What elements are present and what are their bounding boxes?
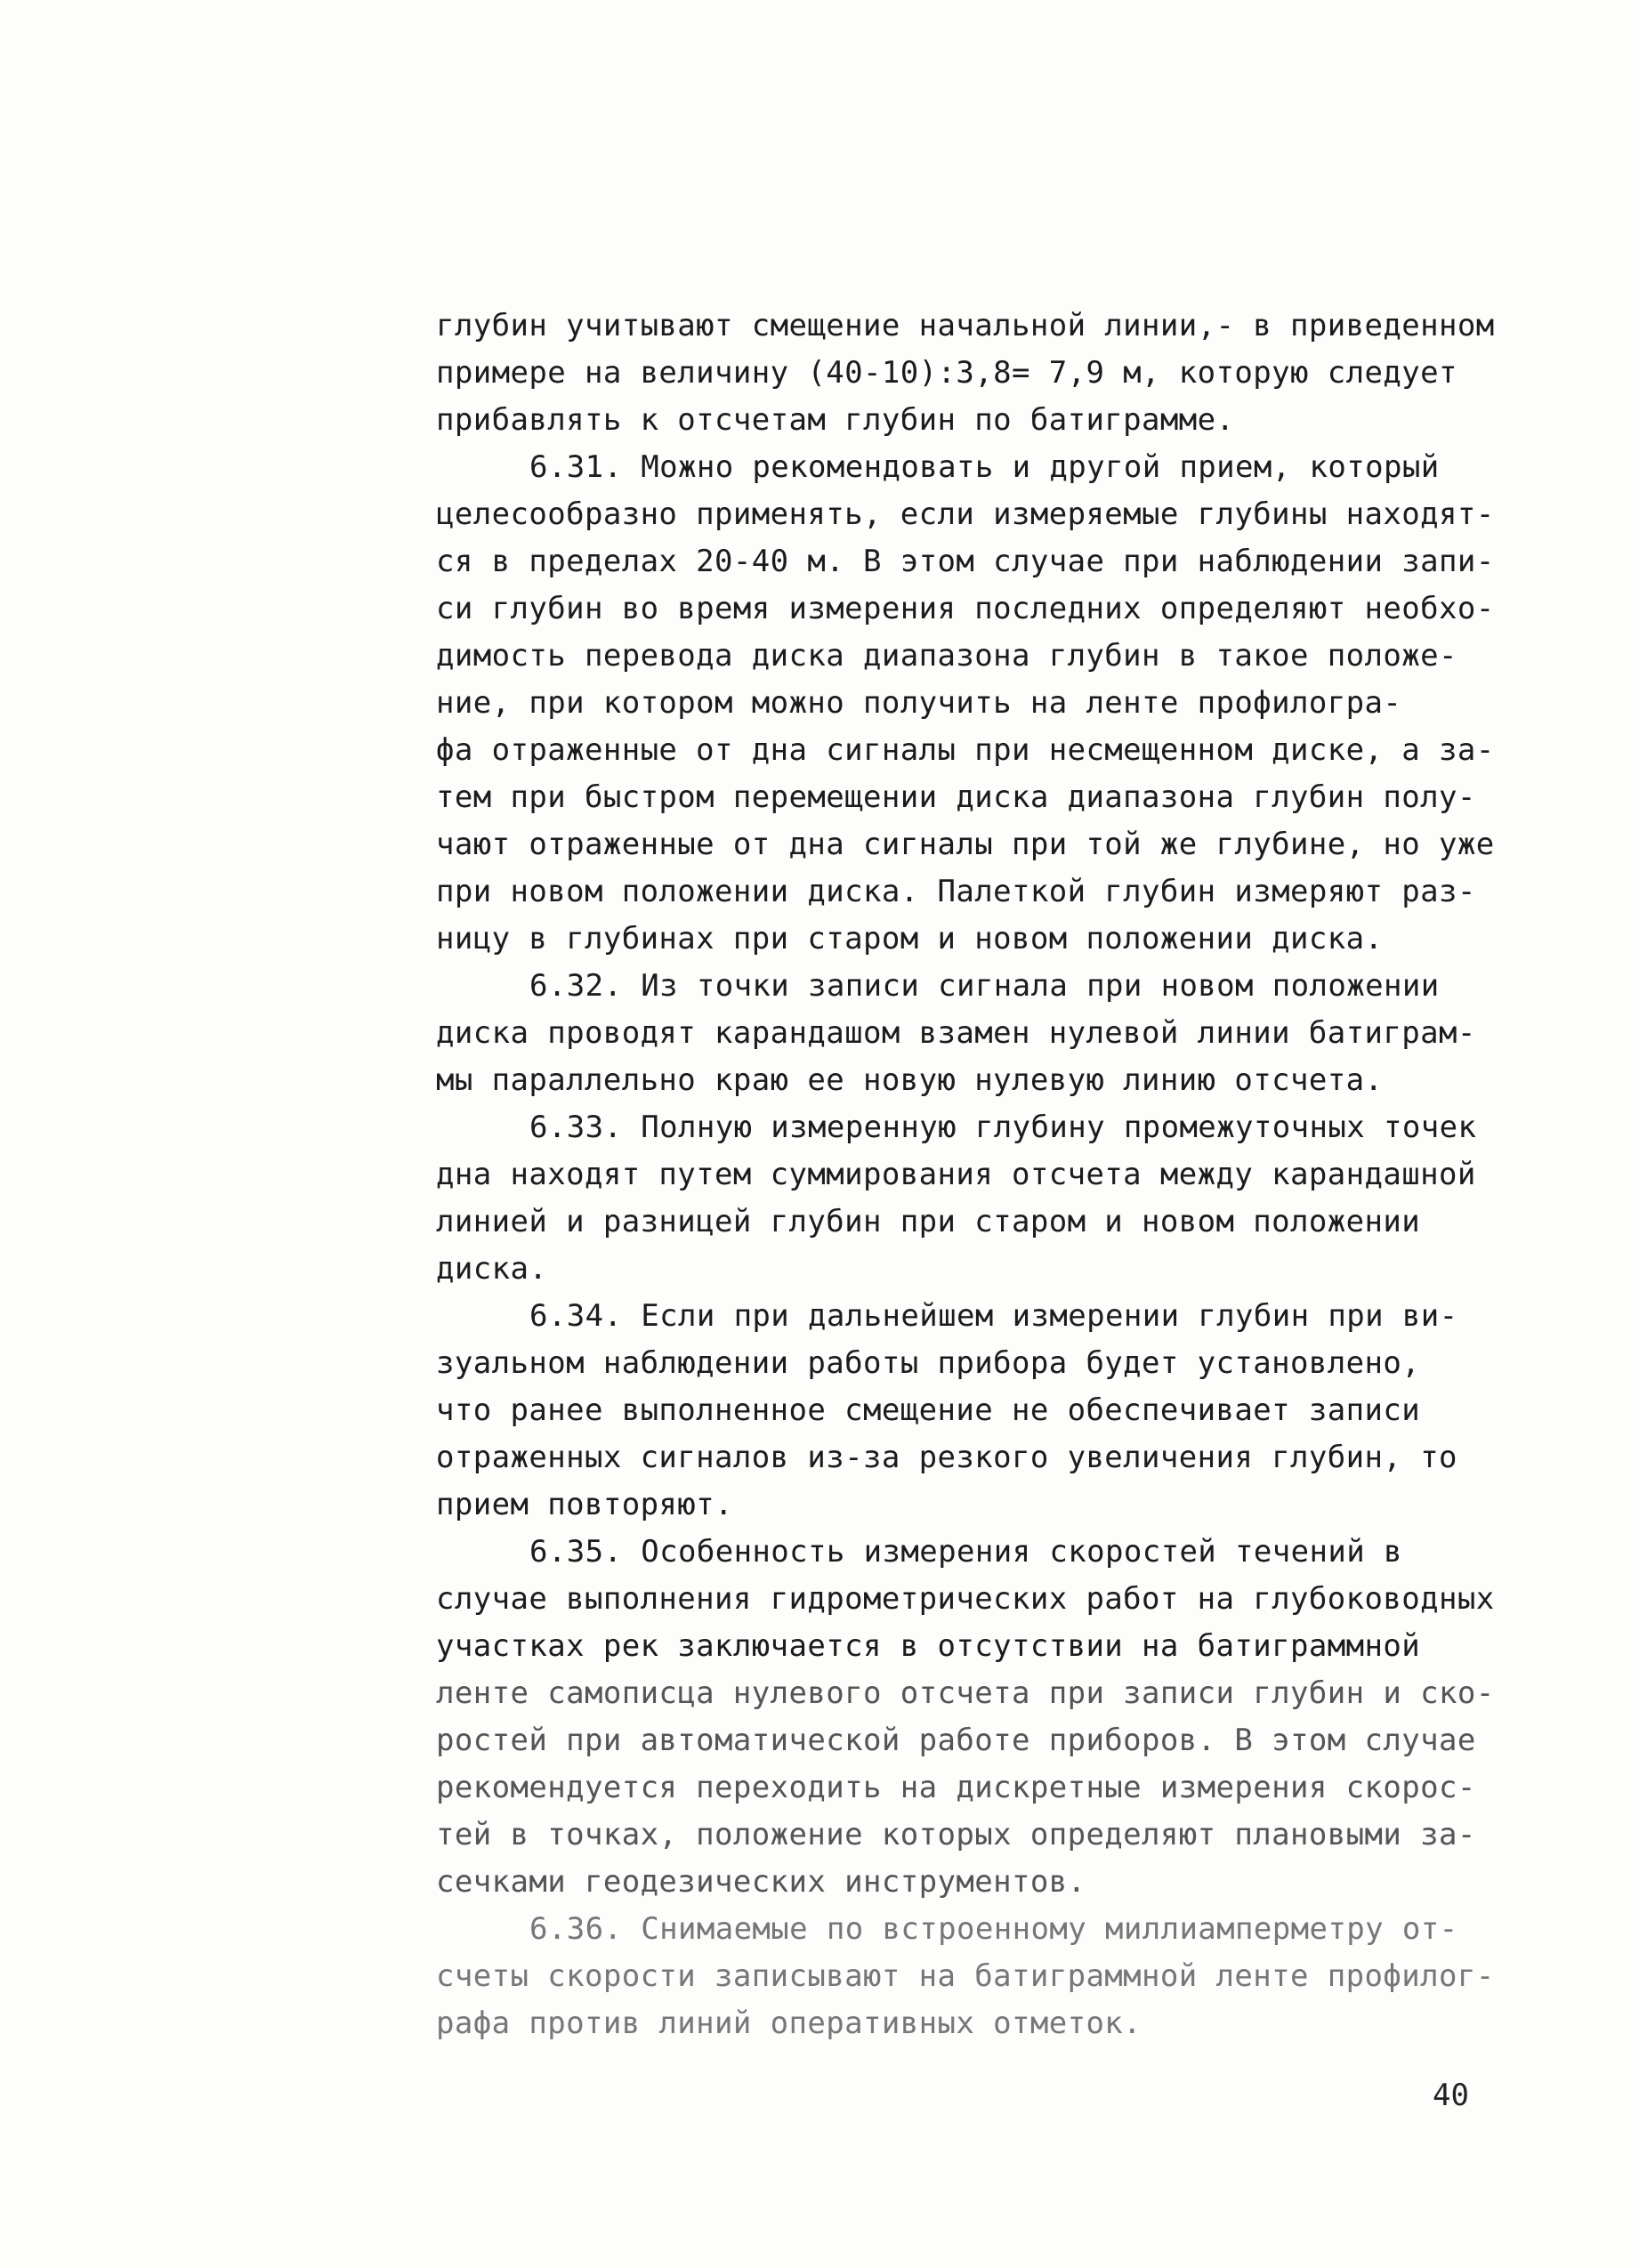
text-line: мы параллельно краю ее новую нулевую линию отсчета. xyxy=(436,1062,1384,1098)
body-text xyxy=(436,303,1530,2047)
text-line: чают отраженные от дна сигналы при той же глубине, но уже xyxy=(436,827,1495,862)
text-line: при новом положении диска. Палеткой глубин измеряют раз- xyxy=(436,874,1476,909)
paragraph-start-6-32: 6.32. Из точки записи сигнала при новом положении xyxy=(529,968,1440,1004)
text-line: прием повторяют. xyxy=(436,1487,733,1522)
text-line: линией и разницей глубин при старом и новом положении xyxy=(436,1204,1421,1239)
text-line: прибавлять к отсчетам глубин по батиграмме. xyxy=(436,402,1235,438)
text-line: примере на величину (40-10):3,8= 7,9 м, которую следует xyxy=(436,355,1457,391)
text-line: ницу в глубинах при старом и новом положении диска. xyxy=(436,921,1384,956)
text-line: тей в точках, положение которых определяют плановыми за- xyxy=(436,1817,1476,1852)
paragraph-start-6-34: 6.34. Если при дальнейшем измерении глубин при ви- xyxy=(529,1298,1458,1334)
text-line: что ранее выполненное смещение не обеспечивает записи xyxy=(436,1392,1421,1428)
text-line: рафа против линий оперативных отметок. xyxy=(436,2006,1142,2041)
text-line: глубин учитывают смещение начальной линии,- в приведенном xyxy=(436,308,1495,343)
paragraph-start-6-36: 6.36. Снимаемые по встроенному миллиамперметру от- xyxy=(529,1911,1458,1947)
text-line: отраженных сигналов из-за резкого увеличения глубин, то xyxy=(436,1440,1457,1475)
text-line: сечками геодезических инструментов. xyxy=(436,1864,1086,1900)
text-line: диска проводят карандашом взамен нулевой линии батиграм- xyxy=(436,1015,1476,1051)
text-line: рекомендуется переходить на дискретные измерения скорос- xyxy=(436,1770,1476,1805)
text-line: ся в пределах 20-40 м. В этом случае при наблюдении запи- xyxy=(436,544,1495,579)
paragraph-start-6-35: 6.35. Особенность измерения скоростей течений в xyxy=(529,1534,1402,1570)
text-line: фа отраженные от дна сигналы при несмещенном диске, а за- xyxy=(436,732,1495,768)
text-line: диска. xyxy=(436,1251,548,1287)
paragraph-start-6-33: 6.33. Полную измеренную глубину промежуточных точек xyxy=(529,1110,1477,1145)
text-line: ростей при автоматической работе приборов. В этом случае xyxy=(436,1723,1476,1758)
text-line: участках рек заключается в отсутствии на батиграммной xyxy=(436,1628,1421,1664)
page-number: 40 xyxy=(1433,2078,1469,2113)
text-line: тем при быстром перемещении диска диапазона глубин полу- xyxy=(436,779,1476,815)
text-line: дна находят путем суммирования отсчета между карандашной xyxy=(436,1157,1476,1192)
text-line: си глубин во время измерения последних определяют необхо- xyxy=(436,591,1495,626)
text-line: случае выполнения гидрометрических работ на глубоководных xyxy=(436,1581,1495,1617)
text-line: счеты скорости записывают на батиграммной ленте профилог- xyxy=(436,1958,1495,1994)
paragraph-start-6-31: 6.31. Можно рекомендовать и другой прием, который xyxy=(529,449,1440,485)
text-line: димость перевода диска диапазона глубин в такое положе- xyxy=(436,638,1457,674)
text-line: зуальном наблюдении работы прибора будет установлено, xyxy=(436,1345,1421,1381)
text-line: ние, при котором можно получить на ленте профилогра- xyxy=(436,685,1402,721)
text-line: ленте самописца нулевого отсчета при записи глубин и ско- xyxy=(436,1675,1495,1711)
text-line: целесообразно применять, если измеряемые глубины находят- xyxy=(436,496,1495,532)
